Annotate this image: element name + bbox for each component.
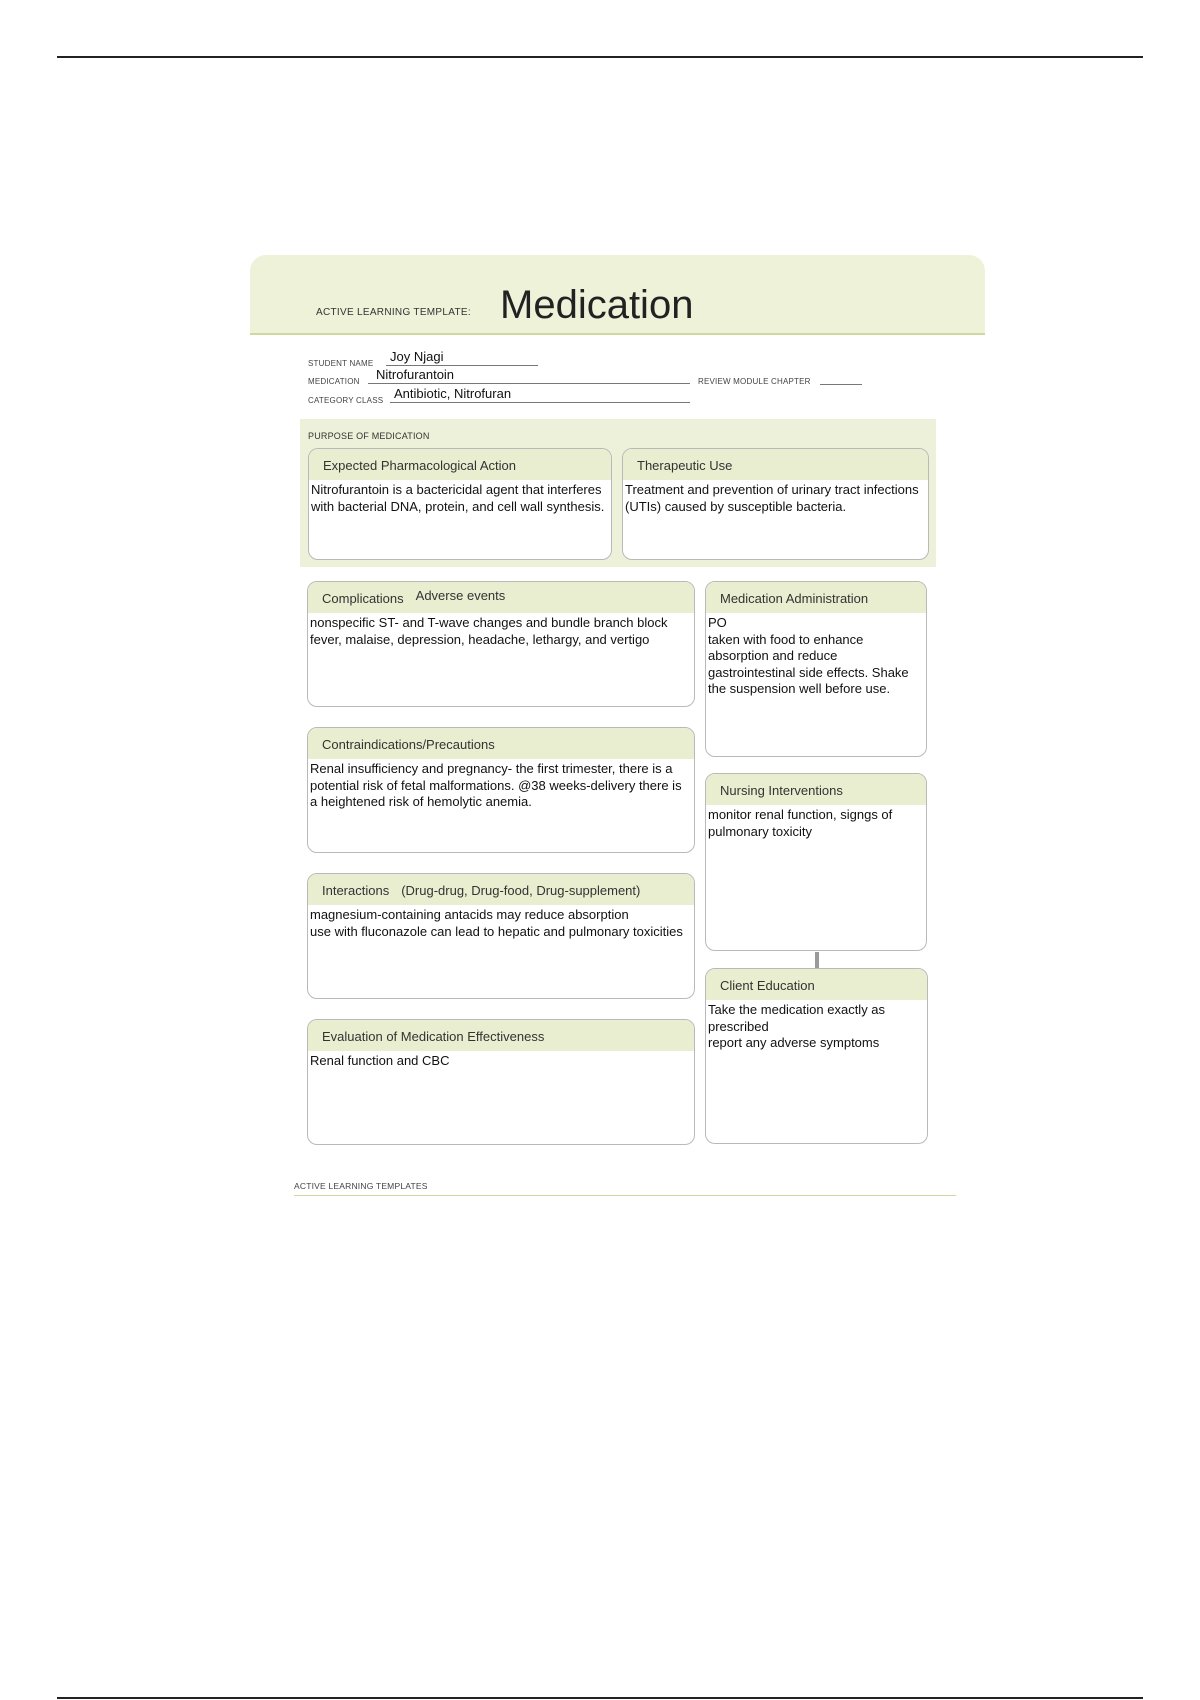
medication-underline <box>368 383 690 384</box>
medication-label: MEDICATION <box>308 377 360 386</box>
therapeutic-use-title: Therapeutic Use <box>623 449 928 480</box>
nursing-interventions-box <box>705 773 927 951</box>
bottom-rule <box>57 1697 1143 1699</box>
medication-template-sheet <box>250 255 985 1205</box>
medication-administration-box <box>705 581 927 757</box>
client-education-box <box>705 968 928 1144</box>
template-header <box>250 255 985 335</box>
template-label: ACTIVE LEARNING TEMPLATE: <box>316 307 471 318</box>
interactions-header <box>308 874 694 905</box>
expected-pharmacological-action-box <box>308 448 612 560</box>
medication-administration-text: PO taken with food to enhance absorption and reduce gastrointestinal side effects. Shake the suspension well before use. <box>708 615 909 696</box>
review-module-underline <box>820 384 862 385</box>
medication-administration-title: Medication Administration <box>706 582 926 613</box>
complications-title: Complications <box>322 591 404 606</box>
footer-line <box>294 1195 956 1196</box>
purpose-of-medication-label: PURPOSE OF MEDICATION <box>308 431 430 441</box>
interventions-education-connector <box>815 952 819 968</box>
expected-pharmacological-action-text: Nitrofurantoin is a bactericidal agent that interferes with bacterial DNA, protein, and cell wall synthesis. <box>311 482 605 514</box>
contraindications-title: Contraindications/Precautions <box>308 728 694 759</box>
footer-label: ACTIVE LEARNING TEMPLATES <box>294 1181 428 1191</box>
interactions-subtitle: (Drug-drug, Drug-food, Drug-supplement) <box>401 883 641 898</box>
contraindications-box <box>307 727 695 853</box>
nursing-interventions-text: monitor renal function, signgs of pulmonary toxicity <box>708 807 893 839</box>
expected-pharmacological-action-title: Expected Pharmacological Action <box>309 449 611 480</box>
evaluation-title: Evaluation of Medication Effectiveness <box>308 1020 694 1051</box>
category-class-value: Antibiotic, Nitrofuran <box>394 386 512 401</box>
complications-header <box>308 582 694 613</box>
adverse-events-label: Adverse events <box>415 588 506 603</box>
complications-box <box>307 581 695 707</box>
category-class-underline <box>390 402 690 403</box>
nursing-interventions-title: Nursing Interventions <box>706 774 926 805</box>
student-name-underline <box>386 365 538 366</box>
client-education-title: Client Education <box>706 969 927 1000</box>
student-name-label: STUDENT NAME <box>308 359 374 368</box>
evaluation-text: Renal function and CBC <box>310 1053 450 1068</box>
student-name-value: Joy Njagi <box>390 349 444 364</box>
interactions-box <box>307 873 695 999</box>
therapeutic-use-box <box>622 448 929 560</box>
page-title: Medication <box>500 283 694 327</box>
interactions-title: Interactions <box>322 883 390 898</box>
category-class-label: CATEGORY CLASS <box>308 396 384 405</box>
complications-text: nonspecific ST- and T-wave changes and bundle branch block fever, malaise, depression, headache, lethargy, and vertigo <box>310 615 668 647</box>
evaluation-box <box>307 1019 695 1145</box>
therapeutic-use-text: Treatment and prevention of urinary tract infections (UTIs) caused by susceptible bacteria. <box>625 482 919 514</box>
medication-value: Nitrofurantoin <box>376 367 455 382</box>
top-rule <box>57 56 1143 58</box>
contraindications-text: Renal insufficiency and pregnancy- the first trimester, there is a potential risk of fetal malformations. @38 weeks-delivery there is a heightened risk of hemolytic anemia. <box>310 761 682 809</box>
client-education-text: Take the medication exactly as prescribed report any adverse symptoms <box>708 1002 886 1050</box>
interactions-text: magnesium-containing antacids may reduce absorption use with fluconazole can lead to hepatic and pulmonary toxicities <box>310 907 683 939</box>
review-module-label: REVIEW MODULE CHAPTER <box>698 377 811 386</box>
